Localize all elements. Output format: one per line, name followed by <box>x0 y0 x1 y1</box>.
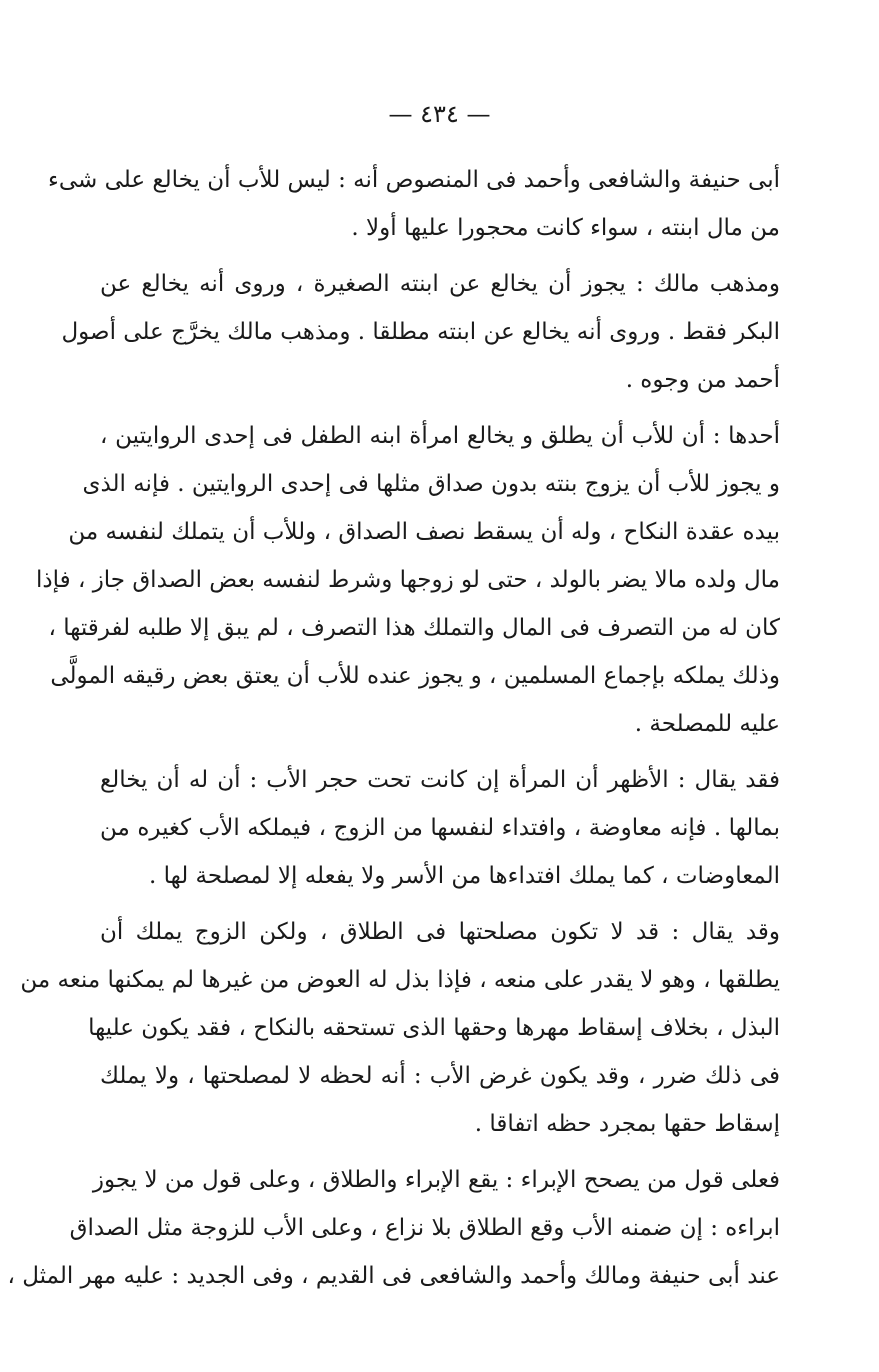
text-line: وذلك يملكه بإجماع المسلمين ، و يجوز عنده للأب أن يعتق بعض رقيقه المولَّى <box>50 663 780 689</box>
text-line: فى ذلك ضرر ، وقد يكون غرض الأب : أنه لحظه لا لمصلحتها ، ولا يملك <box>100 1063 780 1089</box>
page-body <box>7 156 780 1300</box>
text-line: كان له من التصرف فى المال والتملك هذا التصرف ، لم يبق إلا طلبه لفرقتها ، <box>48 615 780 641</box>
text-line: البكر فقط . وروى أنه يخالع عن ابنته مطلقا . ومذهب مالك يخرَّج على أصول <box>61 319 780 345</box>
text-line: و يجوز للأب أن يزوج بنته بدون صداق مثلها فى إحدى الروايتين . فإنه الذى <box>82 471 780 497</box>
text-line: مال ولده مالا يضر بالولد ، حتى لو زوجها وشرط لنفسه بعض الصداق جاز ، فإذا <box>36 567 780 593</box>
text-line: ابراءه : إن ضمنه الأب وقع الطلاق بلا نزاع ، وعلى الأب للزوجة مثل الصداق <box>69 1215 780 1241</box>
page-number: — ٤٣٤ — <box>388 100 491 128</box>
text-line: المعاوضات ، كما يملك افتداءها من الأسر ولا يفعله إلا لمصلحة لها . <box>148 863 780 889</box>
text-line: وقد يقال : قد لا تكون مصلحتها فى الطلاق ، ولكن الزوج يملك أن <box>100 919 780 945</box>
text-line: بمالها . فإنه معاوضة ، وافتداء لنفسها من الزوج ، فيملكه الأب كغيره من <box>100 815 780 841</box>
paragraph <box>100 756 780 900</box>
text-line: عليه للمصلحة . <box>634 711 780 737</box>
text-line: أبى حنيفة والشافعى وأحمد فى المنصوص أنه : ليس للأب أن يخالع على شىء <box>48 167 780 193</box>
text-line: يطلقها ، وهو لا يقدر على منعه ، فإذا بذل له العوض من غيرها لم يمكنها منعه من <box>20 967 780 993</box>
text-line: من مال ابنته ، سواء كانت محجورا عليها أولا . <box>351 215 780 241</box>
paragraph <box>20 908 780 1148</box>
paragraph <box>7 1156 780 1300</box>
text-line: ومذهب مالك : يجوز أن يخالع عن ابنته الصغيرة ، وروى أنه يخالع عن <box>100 271 780 297</box>
text-line: فقد يقال : الأظهر أن المرأة إن كانت تحت حجر الأب : أن له أن يخالع <box>100 767 780 793</box>
paragraph <box>36 412 780 748</box>
text-line: عند أبى حنيفة ومالك وأحمد والشافعى فى القديم ، وفى الجديد : عليه مهر المثل ، <box>7 1263 780 1289</box>
paragraph <box>61 260 780 404</box>
text-line: أحمد من وجوه . <box>625 367 780 393</box>
text-line: إسقاط حقها بمجرد حظه اتفاقا . <box>474 1111 780 1137</box>
text-line: أحدها : أن للأب أن يطلق و يخالع امرأة ابنه الطفل فى إحدى الروايتين ، <box>100 423 780 449</box>
text-line: بيده عقدة النكاح ، وله أن يسقط نصف الصداق ، وللأب أن يتملك لنفسه من <box>68 519 780 545</box>
paragraph <box>48 156 780 252</box>
text-line: البذل ، بخلاف إسقاط مهرها وحقها الذى تستحقه بالنكاح ، فقد يكون عليها <box>88 1015 780 1041</box>
text-line: فعلى قول من يصحح الإبراء : يقع الإبراء والطلاق ، وعلى قول من لا يجوز <box>92 1167 780 1193</box>
